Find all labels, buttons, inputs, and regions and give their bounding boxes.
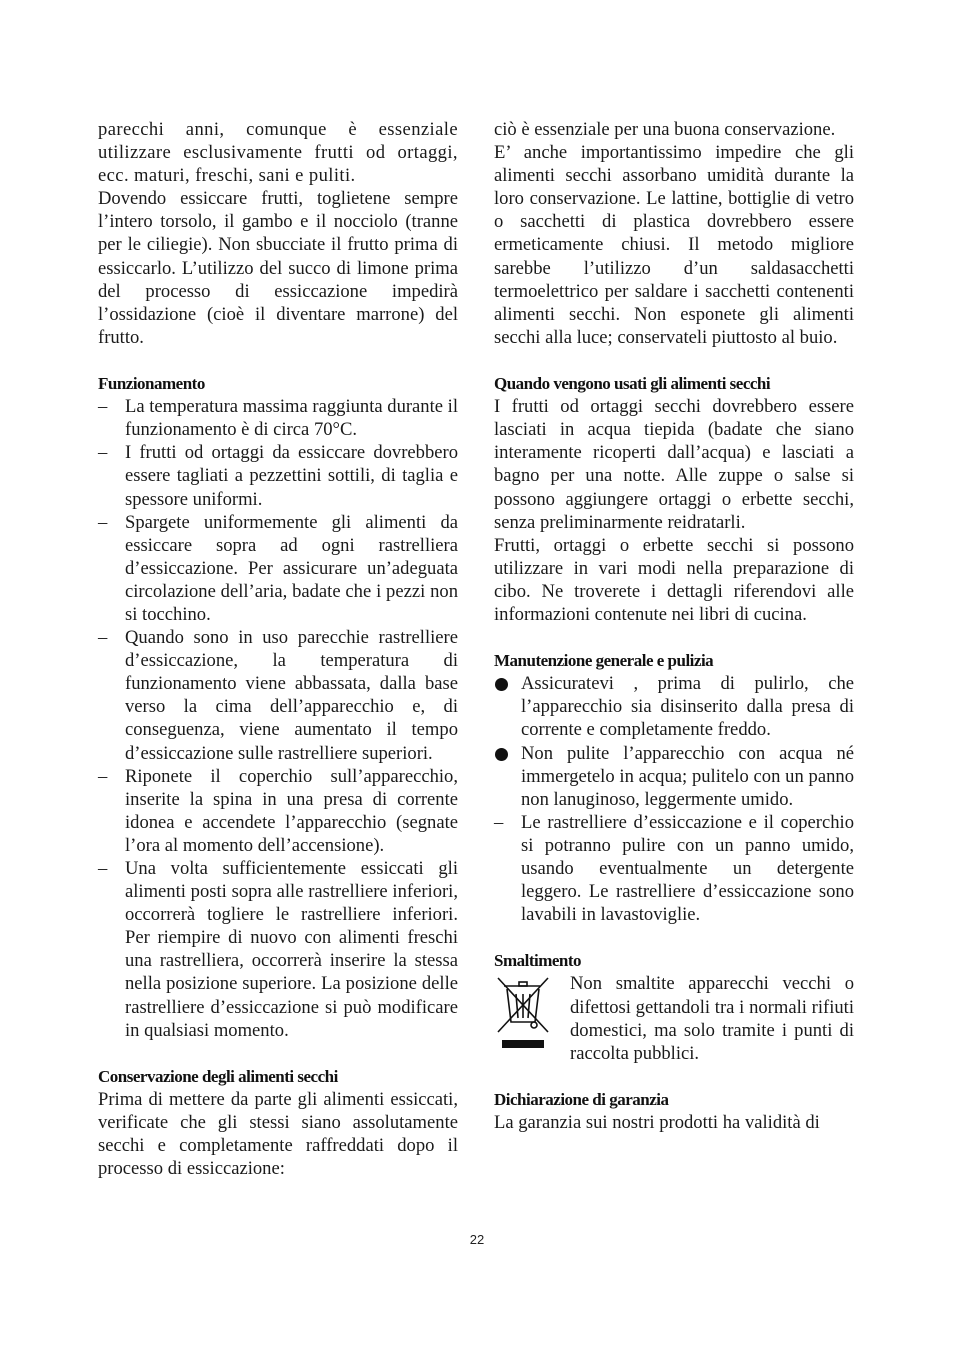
bullet-dot-icon [495, 678, 508, 691]
section-heading-funzionamento: Funzionamento [98, 374, 205, 394]
section-heading-smaltimento: Smaltimento [494, 951, 582, 971]
dash-marker: – [98, 442, 108, 464]
left-column [98, 118, 458, 1180]
right-column [494, 118, 854, 1134]
list-item: – La temperatura massima raggiunta durante il funzionamento è di circa 70°C. [98, 396, 459, 441]
list-item: – Quando sono in uso parecchie rastrelliere d’essiccazione, la temperatura di funzionamento viene abbassata, dalla base verso la cima dell’apparecchio e, di conseguenza, viene aumentato il tempo d’essiccazione sulle rastrelliere superiori. [98, 627, 458, 764]
garanzia-paragraph: La garanzia sui nostri prodotti ha validità di [494, 1112, 820, 1134]
list-item: – Spargete uniformemente gli alimenti da essiccare sopra ad ogni rastrelliera d’essiccazione. Per assicurare un’adeguata circolazione dell’aria, badate che i pezzi non si tocchino. [98, 511, 458, 625]
list-item: – Una volta sufficientemente essiccati gli alimenti posti sopra alle rastrelliere inferiori, occorrerà togliere le rastrelliere inferiori. Per riempire di nuovo con alimenti freschi una rastrelliera, occorrerà inserire la stessa nella posizione superiore. La posizione delle rastrelliere d’essiccazione si può modificare in qualsiasi momento. [98, 858, 458, 1041]
funzionamento-list [98, 395, 458, 1042]
intro-paragraph-1: parecchi anni, comunque è essenziale utilizzare esclusivamente frutti od ortaggi, ecc. maturi, freschi, sani e puliti. [98, 119, 458, 187]
crossed-out-wheelie-bin-icon [494, 974, 554, 1054]
section-heading-conservazione: Conservazione degli alimenti secchi [98, 1066, 338, 1086]
bullet-dot-icon [495, 748, 508, 761]
dash-marker: – [98, 858, 108, 879]
section-heading-garanzia: Dichiarazione di garanzia [494, 1089, 669, 1109]
dash-marker: – [98, 396, 108, 418]
uso-paragraph-1: I frutti od ortaggi secchi dovrebbero essere lasciati in acqua tiepida (badate che siano interamente ricoperti dall’acqua) e lasciati a bagno per una notte. Alle zuppe o salse si possono aggiungere ortaggi o erbette secchi, senza preliminarmente reidratarli. [494, 396, 854, 533]
list-item: – Le rastrelliere d’essiccazione e il coperchio si potranno pulire con un panno umido, usando eventualmente un detergente leggero. Le rastrelliere d’essiccazione sono lavabili in lavastoviglie. [494, 811, 854, 926]
page-number: 22 [469, 1232, 485, 1247]
smaltimento-paragraph: Non smaltite apparecchi vecchi o difettosi gettandoli tra i normali rifiuti domestici, ma solo tramite i punti di raccolta pubblici. [570, 973, 854, 1064]
dash-marker: – [98, 765, 108, 787]
intro-paragraph-2: Dovendo essiccare frutti, toglietene sempre l’intero torsolo, il gambo e il nocciolo (tranne per le ciliegie). Non sbucciate il frutto prima di essiccarlo. L’utilizzo del succo di limone prima del processo di essiccazione impedirà l’ossidazione (cioè il diventare marrone) del frutto. [98, 188, 458, 348]
disposal-block [494, 972, 854, 1064]
dash-marker: – [98, 511, 108, 533]
list-item: Assicuratevi , prima di pulirlo, che l’apparecchio sia disinserito dalla presa di corrente e completamente freddo. [494, 672, 854, 741]
conservazione-paragraph: Prima di mettere da parte gli alimenti essiccati, verificate che gli stessi siano assolutamente secchi e completamente raffreddati dopo il processo di essiccazione: [98, 1088, 458, 1180]
list-item: Non pulite l’apparecchio con acqua né immergetelo in acqua; pulitelo con un panno non lanuginoso, leggermente umido. [494, 742, 854, 811]
section-heading-manutenzione: Manutenzione generale e pulizia [494, 651, 714, 671]
conservazione-continued-1: ciò è essenziale per una buona conservazione. [494, 119, 836, 140]
list-item: – I frutti od ortaggi da essiccare dovrebbero essere tagliati a pezzettini sottili, di taglia e spessore uniformi. [98, 442, 458, 510]
manutenzione-list [494, 672, 854, 926]
dash-marker: – [494, 811, 504, 833]
section-heading-uso: Quando vengono usati gli alimenti secchi [494, 374, 771, 394]
dash-marker: – [98, 627, 108, 649]
conservazione-continued-2: E’ anche importantissimo impedire che gli alimenti secchi assorbano umidità durante la loro conservazione. Le lattine, bottiglie di vetro o sacchetti di plastica dovrebbero essere ermeticamente chiusi. Il metodo migliore sarebbe l’utilizzo d’un saldasacchetti termoelettrico per saldare i sacchetti contenenti alimenti secchi. Non esponete gli alimenti secchi alla luce; conservateli piuttosto al buio. [494, 142, 854, 348]
list-item: – Riponete il coperchio sull’apparecchio, inserite la spina in una presa di corrente idonea e accendete l’apparecchio (segnate l’ora al momento dell’accensione). [98, 765, 458, 856]
uso-paragraph-2: Frutti, ortaggi o erbette secchi si possono utilizzare in vari modi nella preparazione di cibo. Ne troverete i dettagli riferendovi alle informazioni contenute nei libri di cucina. [494, 534, 854, 625]
